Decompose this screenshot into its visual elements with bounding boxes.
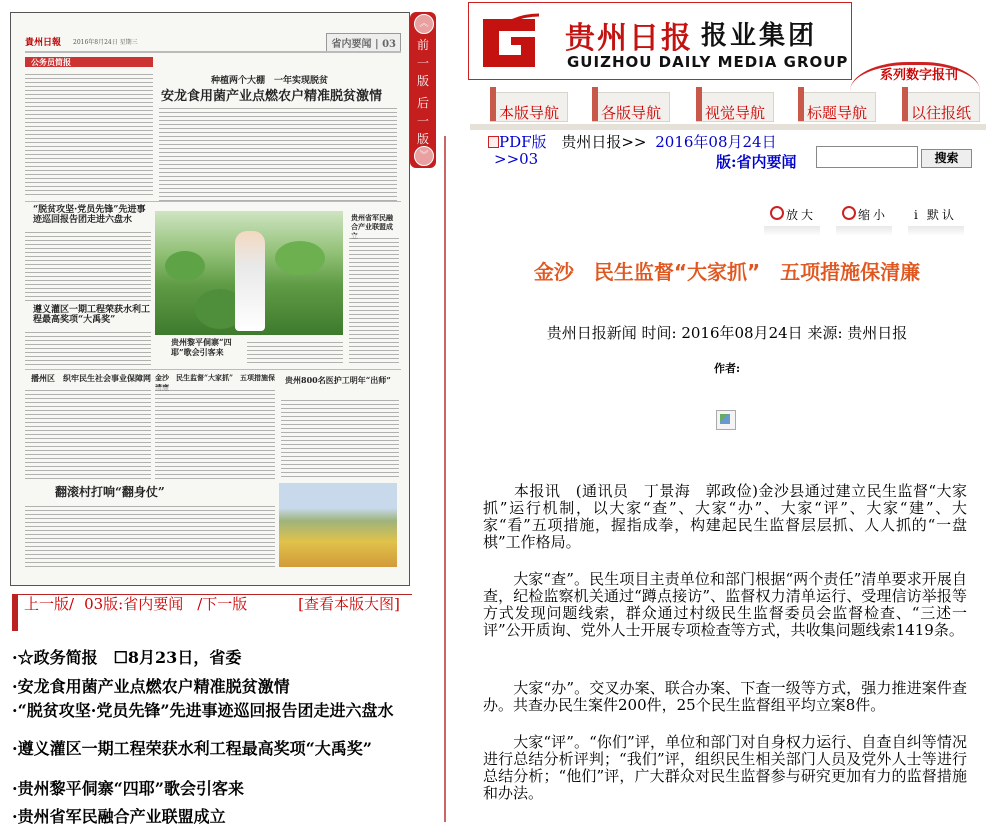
paper-text-column [155,387,275,479]
paper-rule [25,369,401,370]
paper-headline-c: 播州区 织牢民生社会事业保障网 [31,373,151,383]
article-author: 作者: [713,362,741,375]
paper-date-line: 2016年8月24日 星期三 [73,39,138,46]
column-divider [444,136,446,822]
paper-top-headline: 安龙食用菌产业点燃农户精准脱贫激情 [161,89,383,104]
article-link[interactable]: ·☆政务简报 ☐8月23日，省委 [12,648,242,667]
paper-text-column [25,329,151,365]
page-switcher [410,12,436,168]
logo-cn-red: 贵州日报 [565,21,693,56]
tab-title-nav[interactable]: 标题导航 [798,92,876,122]
prev-page-button[interactable]: 前一版 [416,38,429,88]
article-link[interactable]: ·贵州省军民融合产业联盟成立 [12,807,226,826]
zoom-shadow [764,226,820,236]
down-arrow-icon[interactable]: ︾ [414,146,434,166]
zoom-shadow [836,226,892,236]
next-page-button[interactable]: 后一版 [416,96,429,146]
zoom-out-icon [842,206,856,220]
paper-name: 贵州日报>> [561,133,647,151]
zoom-shadow [908,226,964,236]
article-paragraph: 大家“评”。“你们”评，单位和部门对自身权力运行、自查自纠等情况进行总结分析评判；“我们”评，组织民生相关部门人员及党外人士等进行总结分析；“他们”评，广大群众对民生监督参与研究更加有力的监督措施和办法。 [483,733,967,802]
pdf-version-link[interactable]: PDF版 [499,133,547,151]
article-paragraph: 本报讯 (通讯员 丁景海 郭政俭)金沙县通过建立民生监督“大家抓”运行机制，以大家“查”、大家“办”、大家“评”、大家“建”、大家“看”五项措施，握指成拳，构建起民生监督层层抓、人人抓的“一盘棋”工作格局。 [483,482,967,551]
media-group-logo[interactable] [468,2,852,80]
paper-text-column [281,397,399,477]
paper-headline-f: 翻滚村打响“翻身仗” [55,485,165,499]
article-link[interactable]: ·贵州黎平侗寨“四耶”歌会引客来 [12,779,244,798]
logo-cn-black: 报业集团 [701,21,818,51]
guizhou-daily-logo-icon [477,11,541,73]
prev-page-link[interactable]: 上一版/ [24,595,75,613]
next-page-link[interactable]: /下一版 [197,595,248,613]
paper-side-headline: 贵州省军民融合产业联盟成 [351,213,393,231]
paper-rule [25,201,401,202]
zoom-in-icon [770,206,784,220]
paper-headline-a: “脱贫攻坚·党员先锋”先进事迹巡回报告团走进六盘水 [33,205,146,225]
paper-text-column [349,235,399,365]
series-label: 系列数字报刊 [880,68,959,83]
article-meta: 贵州日报新闻 时间: 2016年08月24日 来源: 贵州日报 [546,324,908,342]
view-large-page-link[interactable]: [查看本版大图] [298,595,400,613]
tab-visual-nav[interactable]: 视觉导航 [696,92,774,122]
broken-image-icon [716,410,736,430]
logo-en: GUIZHOU DAILY MEDIA GROUP [567,53,849,71]
tab-this-page-nav[interactable]: 本版导航 [490,92,568,122]
paper-text-column [247,339,343,363]
paper-top-kicker: 种植两个大棚 一年实现脱贫 [211,76,329,86]
paper-text-column [25,387,151,479]
paper-headline-d: 金沙 民生监督“大家抓” 五项措施保 [155,373,276,382]
article-link[interactable]: ·遵义灌区一期工程荣获水利工程最高奖项“大禹奖” [12,739,372,758]
zoom-out-label: 缩小 [858,208,889,222]
paper-headline-b: 遵义灌区一期工程荣获水利工程最高奖项“大禹奖” [33,305,151,325]
paper-text-column [159,105,397,203]
paper-text-column [25,71,153,195]
search-button[interactable]: 搜索 [921,149,972,168]
paper-photo-dancers [155,211,343,335]
digital-series-link[interactable] [860,60,980,86]
paper-section-tag: 省内要闻 | 03 [326,33,401,52]
paper-photo-caption: 贵州黎平侗寨“四耶”歌会引客来 [171,337,232,357]
zoom-in-button[interactable] [770,206,816,223]
zoom-default-button[interactable] [914,206,957,223]
tab-past-papers[interactable]: 以往报纸 [902,92,980,122]
tab-baseline [470,124,986,130]
current-section: 03版:省内要闻 [84,595,184,613]
tab-all-pages-nav[interactable]: 各版导航 [592,92,670,122]
pdf-icon [488,136,499,148]
article-title: 金沙 民生监督“大家抓” 五项措施保清廉 [533,260,921,284]
paper-masthead: 貴州日報 [25,38,62,48]
zoom-out-button[interactable] [842,206,888,223]
search-input[interactable] [816,146,918,168]
article-link[interactable]: ·安龙食用菌产业点燃农户精准脱贫激情 [12,677,290,696]
article-paragraph: 大家“办”。交叉办案、联合办案、下查一级等方式，强力推进案件查办。共查办民生案件200件，25个民生监督组平均立案8件。 [483,679,967,714]
paper-brief-title: 公务员简报 [31,57,71,67]
page-nav-text [24,595,247,613]
page-nav-line [12,594,412,631]
section-label[interactable]: 版:省内要闻 [716,153,797,171]
paper-photo-flowers [279,483,397,567]
newspaper-page-image[interactable] [10,12,410,586]
paper-text-column [25,503,275,569]
info-icon: i [914,208,921,222]
issue-date-link[interactable]: 2016年08月24日 [655,133,777,151]
zoom-in-label: 放大 [786,208,817,222]
article-paragraph: 大家“查”。民生项目主责单位和部门根据“两个责任”清单要求开展自查，纪检监察机关通过“蹲点接访”、监督权力清单运行、受理信访举报等方式发现问题线索，群众通过村级民生监督委员会监督检查、“三述一评”公开质询、党外人士开展专项检查等方式，共收集问题线索1419条。 [483,570,967,639]
up-arrow-icon[interactable]: ︽ [414,14,434,34]
paper-text-column [25,229,151,301]
article-link[interactable]: ·“脱贫攻坚·党员先锋”先进事迹巡回报告团走进六盘水 [12,701,394,720]
zoom-default-label: 默认 [926,208,957,222]
paper-headline-e: 贵州800名医护工明年“出师” [285,375,391,385]
paper-rule [25,51,401,53]
page-number-link[interactable]: >>03 [494,150,539,168]
